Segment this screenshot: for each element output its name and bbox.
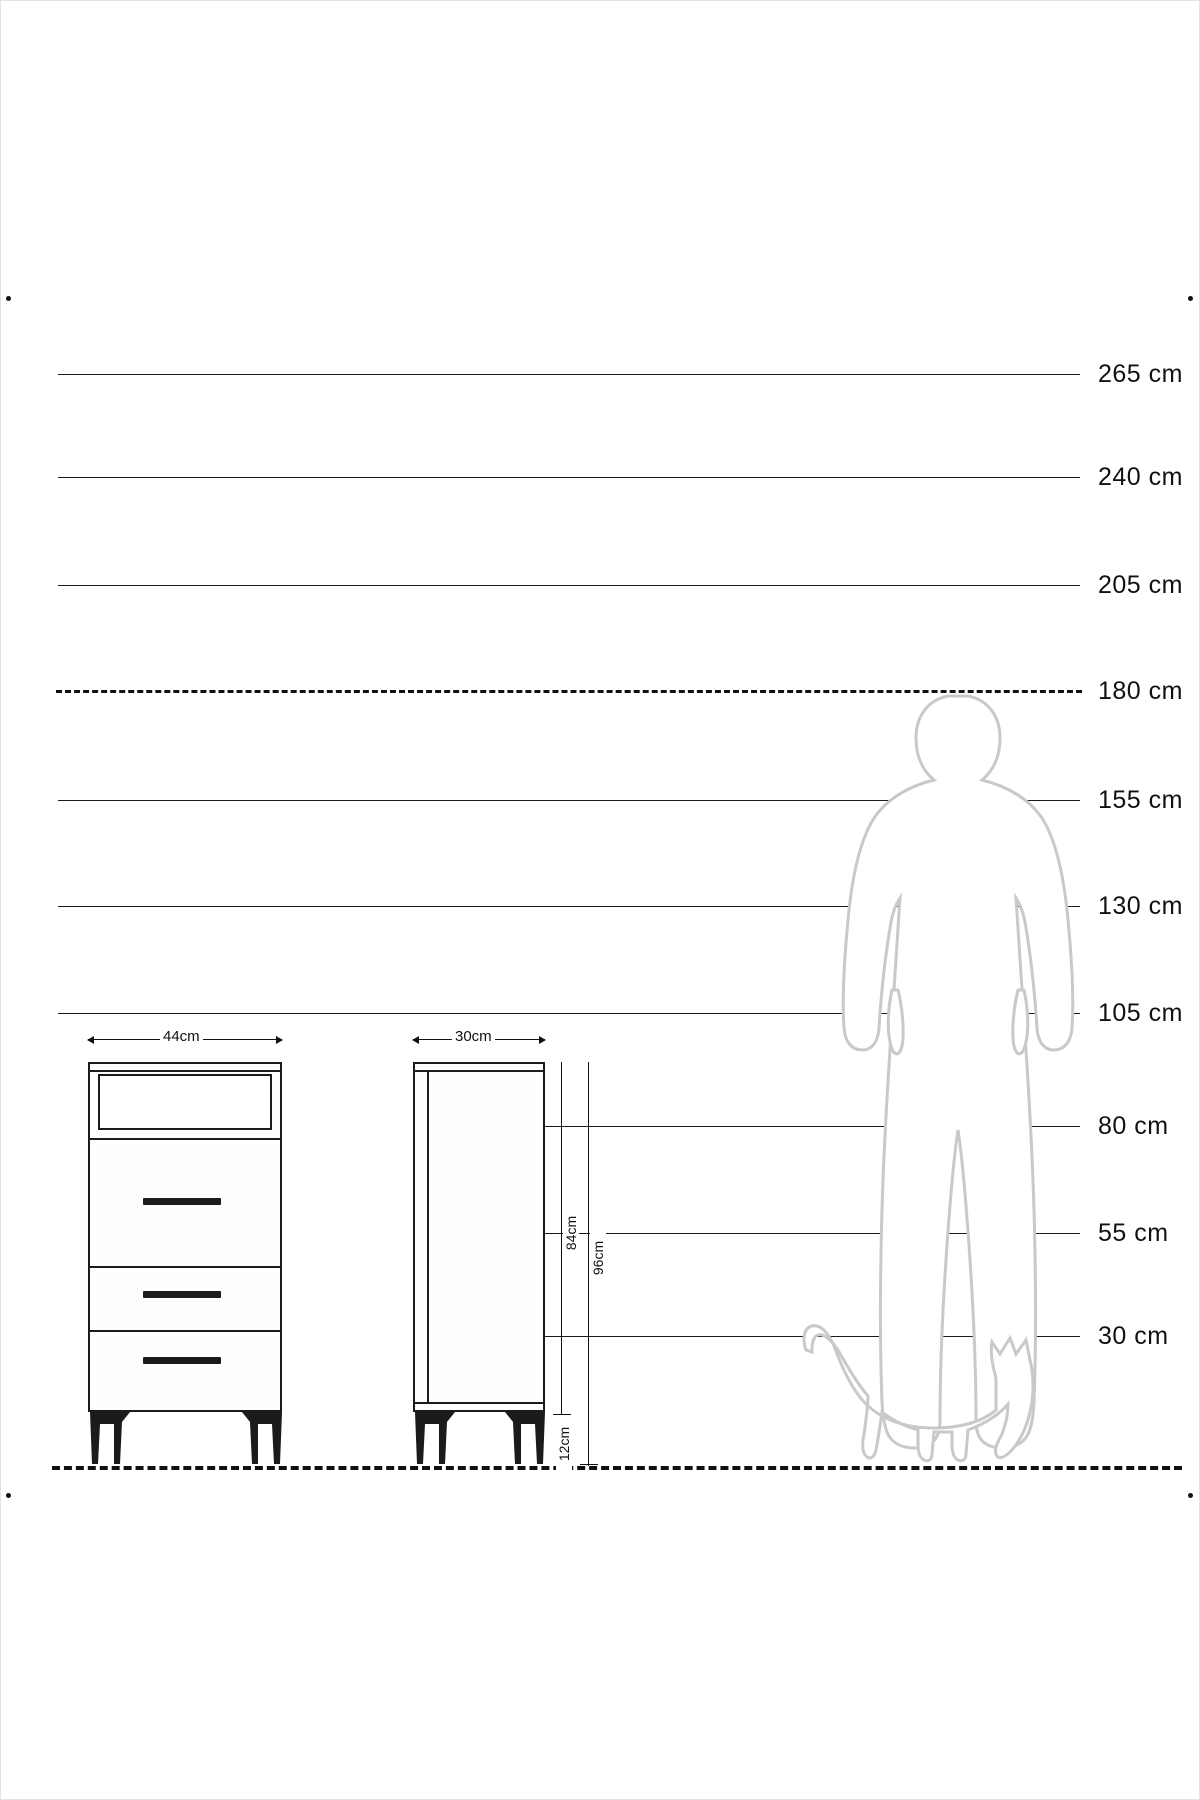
height-dim-line-96 bbox=[588, 1062, 589, 1466]
chest-side-top-cap bbox=[413, 1070, 545, 1072]
chest-front-top-cap bbox=[88, 1070, 282, 1072]
height-dim-label-12: 12cm bbox=[556, 1414, 572, 1474]
cat-silhouette bbox=[800, 1320, 1050, 1475]
chest-front-divider-2 bbox=[88, 1266, 282, 1268]
chest-side-body bbox=[413, 1062, 545, 1412]
drawer-handle-2 bbox=[143, 1291, 221, 1298]
drawer-handle-1 bbox=[143, 1198, 221, 1205]
height-dim-label-96: 96cm bbox=[590, 1228, 606, 1288]
corner-tick-top-left bbox=[6, 296, 11, 301]
chest-front-legs bbox=[86, 1410, 286, 1468]
chest-side-bottom-cap bbox=[413, 1402, 545, 1404]
chest-side-legs bbox=[411, 1410, 549, 1468]
scale-line-265 bbox=[58, 374, 1080, 375]
drawer-handle-3 bbox=[143, 1357, 221, 1364]
scale-label-30: 30 cm bbox=[1098, 1322, 1169, 1350]
corner-tick-bottom-left bbox=[6, 1493, 11, 1498]
chest-front-open-shelf bbox=[98, 1074, 272, 1130]
scale-label-80: 80 cm bbox=[1098, 1112, 1169, 1140]
scale-label-130: 130 cm bbox=[1098, 892, 1183, 920]
scale-label-180: 180 cm bbox=[1098, 677, 1183, 705]
scale-label-155: 155 cm bbox=[1098, 786, 1183, 814]
corner-tick-bottom-right bbox=[1188, 1493, 1193, 1498]
scale-line-205 bbox=[58, 585, 1080, 586]
scale-label-205: 205 cm bbox=[1098, 571, 1183, 599]
scale-label-265: 265 cm bbox=[1098, 360, 1183, 388]
corner-tick-top-right bbox=[1188, 296, 1193, 301]
width-dim-label-44: 44cm bbox=[160, 1028, 203, 1045]
chest-side-inner-edge bbox=[427, 1072, 429, 1402]
chest-front-divider-3 bbox=[88, 1330, 282, 1332]
height-dim-label-84: 84cm bbox=[563, 1203, 579, 1263]
scale-label-105: 105 cm bbox=[1098, 999, 1183, 1027]
chest-front-divider-1 bbox=[88, 1138, 282, 1140]
scale-line-240 bbox=[58, 477, 1080, 478]
height-tick-96-bottom bbox=[580, 1464, 598, 1465]
height-dim-line-84 bbox=[561, 1062, 562, 1414]
width-dim-label-30: 30cm bbox=[452, 1028, 495, 1045]
scale-label-55: 55 cm bbox=[1098, 1219, 1169, 1247]
height-tick-84-bottom bbox=[553, 1414, 571, 1415]
scale-label-240: 240 cm bbox=[1098, 463, 1183, 491]
